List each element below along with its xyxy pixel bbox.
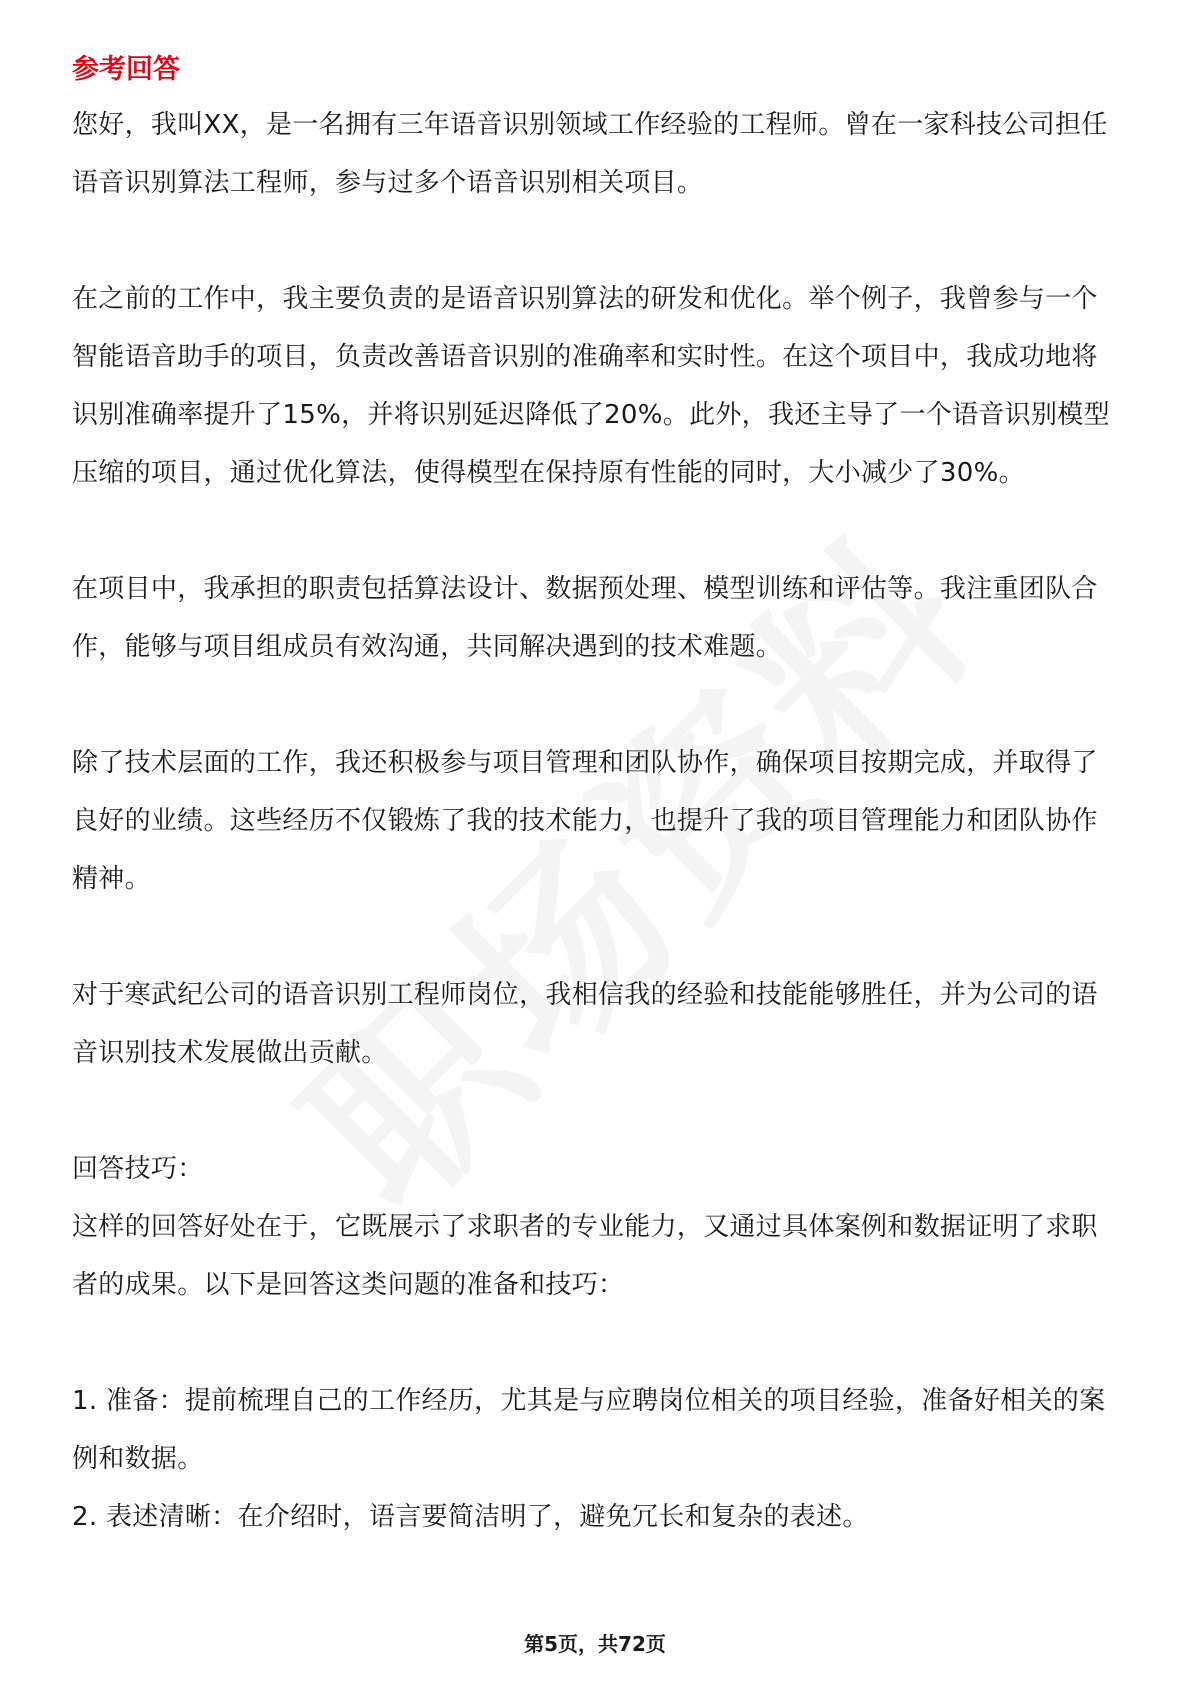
paragraph-intro: 您好，我叫XX，是一名拥有三年语音识别领域工作经验的工程师。曾在一家科技公司担任语音识别算法工程师，参与过多个语音识别相关项目。	[72, 110, 1108, 198]
paragraph-responsibilities: 在项目中，我承担的职责包括算法设计、数据预处理、模型训练和评估等。我注重团队合作，能够与项目组成员有效沟通，共同解决遇到的技术难题。	[72, 574, 1098, 662]
paragraph-management: 除了技术层面的工作，我还积极参与项目管理和团队协作，确保项目按期完成，并取得了良好的业绩。这些经历不仅锻炼了我的技术能力，也提升了我的项目管理能力和团队协作精神。	[72, 748, 1098, 894]
tips-intro: 这样的回答好处在于，它既展示了求职者的专业能力，又通过具体案例和数据证明了求职者的成果。以下是回答这类问题的准备和技巧：	[72, 1212, 1098, 1300]
section-heading: 参考回答	[72, 54, 180, 85]
page-number: 第5页，共72页	[524, 1632, 666, 1656]
paragraph-work: 在之前的工作中，我主要负责的是语音识别算法的研发和优化。举个例子，我曾参与一个智能语音助手的项目，负责改善语音识别的准确率和实时性。在这个项目中，我成功地将识别准确率提升了15%，并将识别延迟降低了20%。此外，我还主导了一个语音识别模型压缩的项目，通过优化算法，使得模型在保持原有性能的同时，大小减少了30%。	[72, 284, 1110, 488]
paragraph-conclusion: 对于寒武纪公司的语音识别工程师岗位，我相信我的经验和技能能够胜任，并为公司的语音识别技术发展做出贡献。	[72, 980, 1098, 1068]
document-body	[72, 44, 1122, 1546]
tip-item: 1. 准备：提前梳理自己的工作经历，尤其是与应聘岗位相关的项目经验，准备好相关的案例和数据。	[72, 1386, 1106, 1474]
tips-title: 回答技巧：	[72, 1154, 204, 1184]
tip-item: 2. 表述清晰：在介绍时，语言要简洁明了，避免冗长和复杂的表述。	[72, 1502, 869, 1532]
